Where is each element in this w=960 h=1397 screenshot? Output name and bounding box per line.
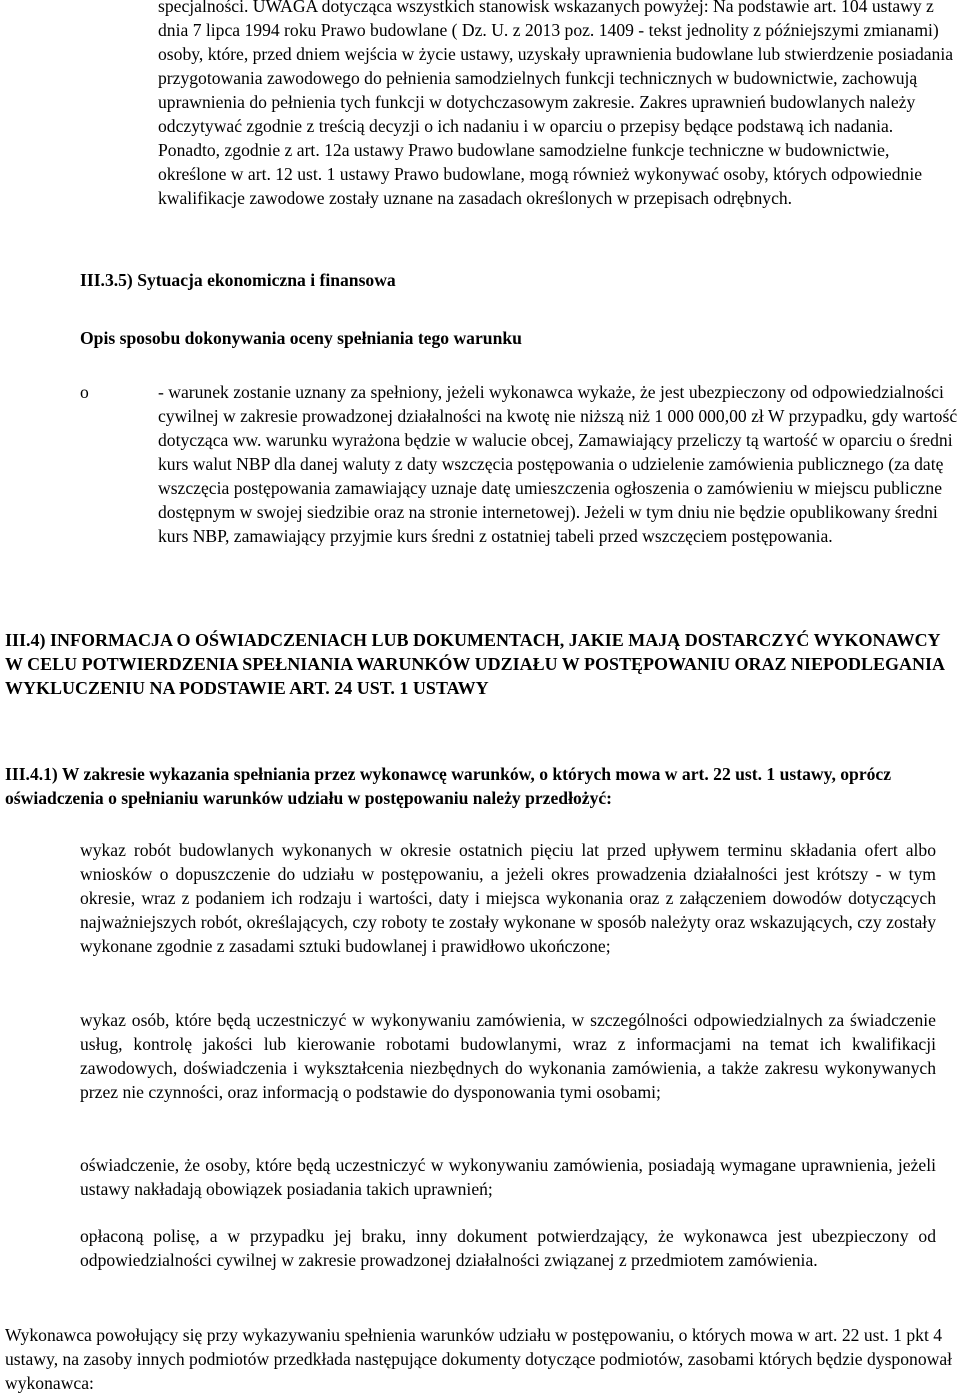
section-heading-iii-3-5: III.3.5) Sytuacja ekonomiczna i finansowa: [80, 270, 396, 290]
list-item: wykaz robót budowlanych wykonanych w okresie ostatnich pięciu lat przed upływem terminu składania ofert albo wniosków o dopuszczenie do udziału w postępowaniu, a jeżeli okres prowadzenia działalności jest krótszy - w tym okresie, wraz z podaniem ich rodzaju i wartości, daty i miejsca wykonania oraz z załączeniem dowodów dotyczących najważniejszych robót, określających, czy roboty te zostały wykonane w sposób należyty oraz wskazujących, czy zostały wykonane zgodnie z zasadami sztuki budowlanej i prawidłowo ukończone;: [80, 840, 936, 956]
section-heading-iii-4: III.4) INFORMACJA O OŚWIADCZENIACH LUB DOKUMENTACH, JAKIE MAJĄ DOSTARCZYĆ WYKONAWCY W CELU POTWIERDZENIA SPEŁNIANIA WARUNKÓW UDZIAŁU W POSTĘPOWANIU ORAZ NIEPODLEGANIA WYKLUCZENIU NA PODSTAWIE ART. 24 UST. 1 USTAWY: [5, 630, 945, 698]
intro-paragraph: specjalności. UWAGA dotycząca wszystkich stanowisk wskazanych powyżej: Na podstawie art. 104 ustawy z dnia 7 lipca 1994 roku Prawo budowlane ( Dz. U. z 2013 poz. 1409 - tekst jednolity z późniejszymi zmianami) osoby, które, przed dniem wejścia w życie ustawy, uzyskały uprawnienia budowlane lub stwierdzenie posiadania przygotowania zawodowego do pełnienia samodzielnych funkcji technicznych w budownictwie, zachowują uprawnienia do pełnienia tych funkcji w dotychczasowym zakresie. Zakres uprawnień budowlanych należy odczytywać zgodnie z treścią decyzji o ich nadaniu i w oparciu o przepisy będące podstawą ich nadania. Ponadto, zgodnie z art. 12a ustawy Prawo budowlane samodzielne funkcje techniczne w budownictwie, określone w art. 12 ust. 1 ustawy Prawo budowlane, mogą również wykonywać osoby, których odpowiednie kwalifikacje zawodowe zostały uznane na zasadach określonych w przepisach odrębnych.: [158, 0, 954, 208]
financial-condition-paragraph: - warunek zostanie uznany za spełniony, jeżeli wykonawca wykaże, że jest ubezpieczony od odpowiedzialności cywilnej w zakresie prowadzonej działalności na kwotę nie niższą niż 1 000 000,00 zł W przypadku, gdy wartość dotycząca ww. warunku wyrażona będzie w walucie obcej, Zamawiający przeliczy tą wartość w oparciu o średni kurs walut NBP dla danej waluty z daty wszczęcia postępowania o udzielenie zamówienia publicznego (za datę wszczęcia postępowania zamawiający uznaje datę umieszczenia ogłoszenia o zamówieniu w miejscu publiczne dostępnym w swojej siedzibie oraz na stronie internetowej). Jeżeli w tym dniu nie będzie opublikowany średni kurs NBP, zamawiający przyjmie kurs średni z ostatniej tabeli przed wszczęciem postępowania.: [158, 382, 958, 546]
list-item: oświadczenie, że osoby, które będą uczestniczyć w wykonywaniu zamówienia, posiadają wymagane uprawnienia, jeżeli ustawy nakładają obowiązek posiadania takich uprawnień;: [80, 1155, 936, 1199]
list-item: opłaconą polisę, a w przypadku jej braku, inny dokument potwierdzający, że wykonawca jest ubezpieczony od odpowiedzialności cywilnej w zakresie prowadzonej działalności związanej z przedmiotem zamówienia.: [80, 1226, 936, 1270]
bullet-marker: o: [80, 382, 89, 402]
section-subheading-assessment: Opis sposobu dokonywania oceny spełniania tego warunku: [80, 328, 522, 348]
section-heading-iii-4-1: III.4.1) W zakresie wykazania spełniania przez wykonawcę warunków, o których mowa w art. 22 ust. 1 ustawy, oprócz oświadczenia o spełnianiu warunków udziału w postępowaniu należy przedłożyć:: [5, 764, 892, 808]
list-item: wykaz osób, które będą uczestniczyć w wykonywaniu zamówienia, w szczególności odpowiedzialnych za świadczenie usług, kontrolę jakości lub kierowanie robotami budowlanymi, wraz z informacjami na temat ich kwalifikacji zawodowych, doświadczenia i wykształcenia niezbędnych do wykonania zamówienia, a także zakresu wykonywanych przez nie czynności, oraz informacją o podstawie do dysponowania tymi osobami;: [80, 1010, 936, 1102]
closing-paragraph: Wykonawca powołujący się przy wykazywaniu spełnienia warunków udziału w postępowaniu, o których mowa w art. 22 ust. 1 pkt 4 ustawy, na zasoby innych podmiotów przedkłada następujące dokumenty dotyczące podmiotów, zasobami których będzie dysponował wykonawca:: [5, 1325, 953, 1393]
